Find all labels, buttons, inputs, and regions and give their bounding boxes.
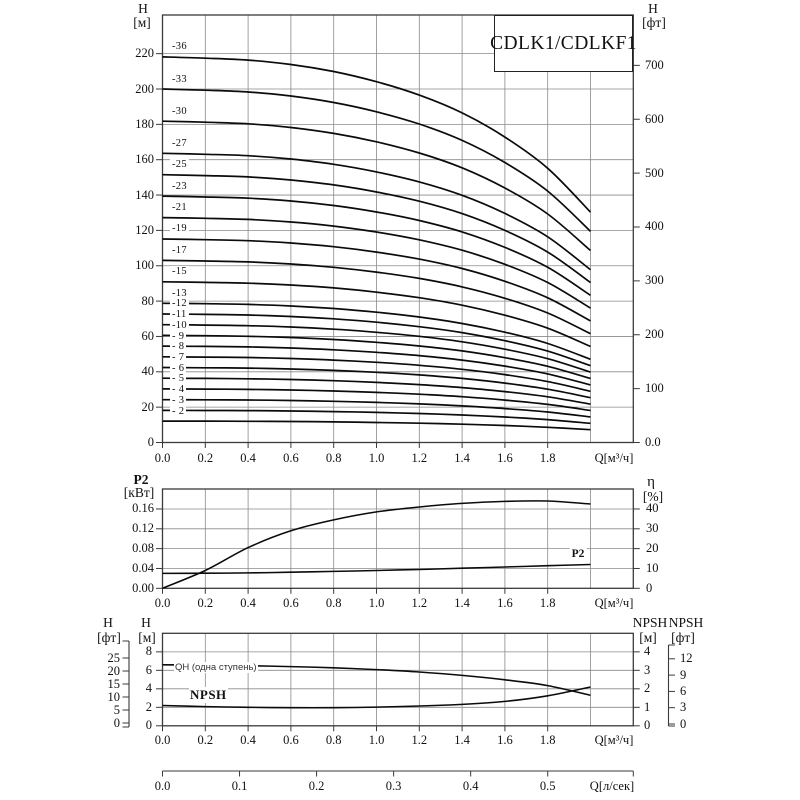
- lps-tick-label: 0.1: [231, 779, 248, 793]
- h-m-tick-label: 0: [145, 718, 152, 733]
- hq-left-axis-unit: [м]: [133, 15, 151, 30]
- h-ft-tick-label: 300: [645, 273, 664, 288]
- stage-curve-label: -12: [172, 298, 187, 310]
- h-m-tick-label: 6: [145, 662, 152, 677]
- q-tick-label: 1.4: [454, 451, 470, 465]
- p2-tick-label: 0.16: [132, 501, 154, 516]
- qh-m-axis-unit: [м]: [138, 630, 156, 645]
- q-tick-label: 0.6: [283, 451, 299, 465]
- npsh-m-tick-label: 2: [644, 681, 651, 696]
- q-tick-label: 1.8: [539, 451, 556, 465]
- stage-curve-label: -33: [172, 73, 187, 85]
- npsh-ft-tick-label: 12: [680, 651, 693, 666]
- h-m-tick-label: 60: [141, 328, 154, 343]
- lps-tick-label: 0.0: [154, 779, 171, 793]
- q-tick-label: 1.8: [539, 596, 556, 610]
- qh-m-axis-name: H: [141, 615, 151, 630]
- npsh-m-tick-label: 0: [644, 718, 651, 733]
- eta-tick-label: 40: [646, 501, 659, 516]
- h-ft-tick-label: 700: [645, 57, 664, 72]
- stage-curve-label: -25: [172, 159, 187, 171]
- h-ft-tick-label: 5: [113, 702, 120, 717]
- stage-curve-label: -11: [172, 309, 187, 321]
- hq-right-axis-unit: [фт]: [642, 15, 666, 30]
- qh-feet-axis-unit: [фт]: [97, 630, 121, 645]
- stage-curve-label: - 9: [172, 330, 185, 342]
- p2-tick-label: 0.04: [132, 560, 154, 575]
- npsh-m-tick-label: 3: [644, 662, 651, 677]
- npsh-feet-axis-name: NPSH: [668, 615, 704, 630]
- h-m-tick-label: 120: [135, 222, 154, 237]
- h-m-tick-label: 4: [145, 681, 152, 696]
- stage-curve-label: -17: [172, 244, 187, 256]
- p2-tick-label: 0.12: [132, 521, 154, 536]
- q-tick-label: 1.0: [368, 733, 385, 747]
- pe-x-axis-label: Q[м³/ч]: [594, 596, 634, 610]
- stage-curve-label: -13: [172, 287, 187, 299]
- npsh-m-axis-name: NPSH: [632, 615, 668, 630]
- npsh-ft-tick-label: 0: [680, 716, 687, 731]
- h-m-tick-label: 140: [135, 187, 154, 202]
- q-tick-label: 0.0: [154, 596, 171, 610]
- h-m-tick-label: 160: [135, 152, 154, 167]
- p2-tick-label: 0.00: [132, 580, 154, 595]
- stage-curve-label: - 5: [172, 373, 185, 385]
- h-ft-tick-label: 200: [645, 327, 664, 342]
- hq-right-axis-name: H: [648, 1, 658, 16]
- q-tick-label: 1.6: [497, 733, 513, 747]
- h-ft-tick-label: 0: [113, 715, 120, 730]
- lps-tick-label: 0.3: [385, 779, 402, 793]
- npsh-ft-tick-label: 6: [680, 683, 687, 698]
- p2-axis-name: P2: [133, 472, 149, 487]
- h-ft-tick-label: 10: [107, 689, 120, 704]
- qh-feet-axis-name: H: [103, 615, 113, 630]
- p2-axis-unit: [кВт]: [123, 485, 155, 500]
- model-title-box: [490, 15, 637, 72]
- q-tick-label: 1.2: [411, 596, 428, 610]
- q-tick-label: 0.4: [240, 733, 256, 747]
- h-m-tick-label: 200: [135, 81, 154, 96]
- qh-curve-label: QH (одна ступень): [175, 662, 257, 673]
- q-tick-label: 0.8: [325, 451, 342, 465]
- lps-tick-label: 0.5: [539, 779, 556, 793]
- qh-x-axis-label: Q[м³/ч]: [594, 733, 634, 747]
- h-ft-tick-label: 500: [645, 165, 664, 180]
- q-tick-label: 1.4: [454, 733, 470, 747]
- h-ft-tick-label: 0.0: [645, 435, 661, 449]
- eta-tick-label: 10: [646, 560, 659, 575]
- q-tick-label: 0.2: [197, 451, 214, 465]
- lps-axis-label: Q[л/сек]: [589, 779, 635, 793]
- q-tick-label: 1.6: [497, 451, 513, 465]
- plot-border: [163, 633, 634, 726]
- stage-curve-label: - 7: [172, 352, 185, 364]
- q-tick-label: 1.6: [497, 596, 513, 610]
- stage-curve-label: -36: [172, 41, 187, 53]
- h-m-tick-label: 0: [147, 435, 154, 449]
- h-m-tick-label: 100: [135, 258, 154, 273]
- stage-curve-label: -19: [172, 223, 187, 235]
- npsh-curve-label: NPSH: [190, 687, 227, 702]
- q-tick-label: 0.6: [283, 733, 299, 747]
- q-tick-label: 0.8: [325, 733, 342, 747]
- npsh-m-axis-unit: [м]: [639, 630, 657, 645]
- stage-curve-label: -30: [172, 105, 187, 117]
- stage-curve-label: -23: [172, 180, 187, 192]
- h-m-tick-label: 20: [141, 399, 154, 414]
- q-tick-label: 0.2: [197, 733, 214, 747]
- eta-tick-label: 30: [646, 521, 659, 536]
- stage-curve-label: - 2: [172, 405, 185, 417]
- lps-tick-label: 0.2: [308, 779, 325, 793]
- q-tick-label: 1.0: [368, 451, 385, 465]
- h-ft-tick-label: 25: [107, 650, 120, 665]
- stage-curve-label: -27: [172, 137, 187, 149]
- h-ft-tick-label: 400: [645, 219, 664, 234]
- stage-curve-label: - 8: [172, 341, 185, 353]
- npsh-ft-tick-label: 3: [680, 700, 687, 715]
- h-ft-tick-label: 15: [107, 676, 120, 691]
- stage-curve-label: -10: [172, 319, 187, 331]
- npsh-m-tick-label: 4: [644, 644, 651, 659]
- stage-curve-label: - 3: [172, 394, 185, 406]
- q-tick-label: 0.6: [283, 596, 299, 610]
- eta-axis-unit: [%]: [642, 489, 664, 504]
- h-ft-tick-label: 20: [107, 663, 120, 678]
- q-tick-label: 0.4: [240, 451, 256, 465]
- h-m-tick-label: 2: [145, 699, 152, 714]
- h-m-tick-label: 220: [135, 46, 154, 61]
- lps-tick-label: 0.4: [462, 779, 479, 793]
- stage-curve-label: -21: [172, 202, 187, 214]
- npsh-ft-tick-label: 9: [680, 667, 687, 682]
- q-tick-label: 1.2: [411, 733, 428, 747]
- q-tick-label: 1.4: [454, 596, 470, 610]
- npsh-m-tick-label: 1: [644, 699, 651, 714]
- q-tick-label: 0.8: [325, 596, 342, 610]
- h-ft-tick-label: 600: [645, 111, 664, 126]
- q-tick-label: 0.0: [154, 451, 171, 465]
- stage-curve-label: - 4: [172, 384, 185, 396]
- stage-curve-label: -15: [172, 266, 187, 278]
- p2-tick-label: 0.08: [132, 541, 154, 556]
- h-m-tick-label: 80: [141, 293, 154, 308]
- p2-curve-label: P2: [571, 548, 585, 560]
- h-ft-tick-label: 100: [645, 381, 664, 396]
- h-m-tick-label: 180: [135, 116, 154, 131]
- stage-curve-label: - 6: [172, 362, 185, 374]
- q-tick-label: 1.8: [539, 733, 556, 747]
- h-m-tick-label: 40: [141, 364, 154, 379]
- q-tick-label: 1.0: [368, 596, 385, 610]
- q-tick-label: 0.2: [197, 596, 214, 610]
- q-tick-label: 0.4: [240, 596, 256, 610]
- eta-tick-label: 20: [646, 541, 659, 556]
- hq-x-axis-label: Q[м³/ч]: [594, 451, 634, 465]
- eta-tick-label: 0: [646, 580, 653, 595]
- eta-axis-name: η: [647, 474, 655, 490]
- model-title: CDLK1/CDLKF1: [490, 32, 637, 54]
- npsh-feet-axis-unit: [фт]: [671, 630, 695, 645]
- h-m-tick-label: 8: [145, 644, 152, 659]
- q-tick-label: 0.0: [154, 733, 171, 747]
- q-tick-label: 1.2: [411, 451, 428, 465]
- hq-left-axis-name: H: [138, 1, 148, 16]
